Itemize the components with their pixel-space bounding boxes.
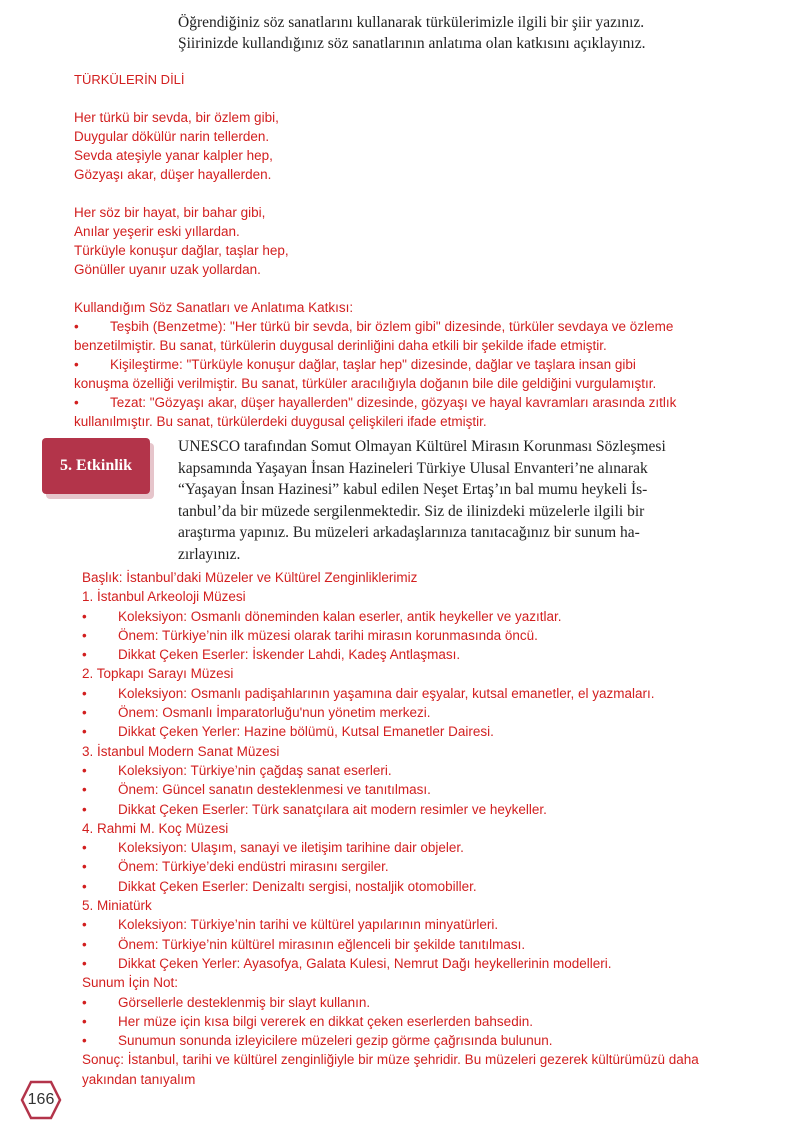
museum-heading: 4. Rahmi M. Koç Müzesi [82, 820, 229, 836]
list-item-continuation: kullanılmıştır. Bu sanat, türkülerdeki duygusal çelişkileri ifade etmiştir. [74, 414, 487, 429]
list-item: • Koleksiyon: Osmanlı döneminden kalan eserler, antik heykeller ve yazıtlar. [82, 607, 782, 626]
bullet: • [82, 840, 87, 856]
poem-line: Duygular dökülür narin tellerden. [74, 129, 270, 144]
activity-instruction [178, 436, 740, 565]
activity-line: UNESCO tarafından Somut Olmayan Kültürel Mirasın Korunması Sözleşmesi [178, 438, 666, 455]
bullet: • [82, 994, 87, 1010]
museum-heading: 5. Miniatürk [82, 898, 152, 914]
bullet: • [82, 936, 87, 952]
list-item: • Sunumun sonunda izleyicilere müzeleri gezip görme çağrısında bulunun. [82, 1031, 782, 1050]
museum-heading: 1. İstanbul Arkeoloji Müzesi [82, 589, 246, 605]
list-item: • Önem: Türkiye’deki endüstri mirasını sergiler. [82, 857, 782, 876]
list-item: • Kişileştirme: "Türküyle konuşur dağlar, taşlar hep" dizesinde, dağlar ve taşlara insan gibi [74, 357, 636, 372]
bullet: • [74, 357, 79, 372]
list-item: • Dikkat Çeken Yerler: Hazine bölümü, Kutsal Emanetler Dairesi. [82, 722, 782, 741]
list-item: • Dikkat Çeken Eserler: Türk sanatçılara ait modern resimler ve heykeller. [82, 800, 782, 819]
list-item: • Teşbih (Benzetme): "Her türkü bir sevda, bir özlem gibi" dizesinde, türküler sevdaya ve özleme [74, 319, 674, 334]
arts-title: Kullandığım Söz Sanatları ve Anlatıma Katkısı: [74, 300, 354, 315]
bullet: • [82, 762, 87, 778]
bullet: • [82, 917, 87, 933]
activity-line: “Yaşayan İnsan Hazinesi” kabul edilen Neşet Ertaş’ın bal mumu heykeli İs- [178, 481, 648, 498]
list-item: • Görsellerle desteklenmiş bir slayt kullanın. [82, 993, 782, 1012]
activity-line: tanbul’da bir müzede sergilenmektedir. Siz de ilinizdeki müzelerle ilgili bir [178, 502, 645, 520]
poem-line: Her türkü bir sevda, bir özlem gibi, [74, 110, 279, 125]
list-item: • Önem: Türkiye’nin kültürel mirasının eğlenceli bir şekilde tanıtılması. [82, 935, 782, 954]
bullet: • [74, 319, 79, 334]
intro-line-1: Öğrendiğiniz söz sanatlarını kullanarak türkülerimizle ilgili bir şiir yazınız. [178, 14, 645, 31]
poem-line: Gözyaşı akar, düşer hayallerden. [74, 167, 272, 182]
note-title: Sunum İçin Not: [82, 975, 179, 991]
list-item: • Dikkat Çeken Eserler: İskender Lahdi, Kadeş Antlaşması. [82, 645, 782, 664]
museums-title: Başlık: İstanbul’daki Müzeler ve Kültürel Zenginliklerimiz [82, 570, 418, 585]
museums-answer [82, 568, 782, 1089]
activity-line: araştırma yapınız. Bu müzeleri arkadaşlarınıza tanıtacağınız bir sunum ha- [178, 524, 640, 541]
poem-line: Türküyle konuşur dağlar, taşlar hep, [74, 243, 289, 258]
list-item: • Koleksiyon: Osmanlı padişahlarının yaşamına dair eşyalar, kutsal emanetler, el yazmaları. [82, 684, 782, 703]
bullet: • [74, 395, 79, 410]
list-item: • Her müze için kısa bilgi vererek en dikkat çeken eserlerden bahsedin. [82, 1012, 782, 1031]
poem-answer [74, 70, 764, 431]
conclusion-line: Sonuç: İstanbul, tarihi ve kültürel zenginliğiyle bir müze şehridir. Bu müzeleri gezerek kültürümüzü daha [82, 1052, 699, 1068]
page-number-text: 166 [27, 1091, 55, 1108]
bullet: • [82, 627, 87, 643]
bullet: • [82, 685, 87, 701]
list-item: • Koleksiyon: Ulaşım, sanayi ve iletişim tarihine dair objeler. [82, 838, 782, 857]
list-item-continuation: konuşma özelliği verilmiştir. Bu sanat, türküler aracılığıyla doğanın bile dile geldiğini vurgulamıştır. [74, 376, 657, 391]
activity-line: zırlayınız. [178, 545, 241, 563]
museum-heading: 2. Topkapı Sarayı Müzesi [82, 666, 234, 682]
bullet: • [82, 608, 87, 624]
bullet: • [82, 724, 87, 740]
page-number [20, 1080, 62, 1120]
activity-line: kapsamında Yaşayan İnsan Hazineleri Türkiye Ulusal Envanteri’ne alınarak [178, 459, 648, 477]
list-item: • Koleksiyon: Türkiye’nin tarihi ve kültürel yapılarının minyatürleri. [82, 915, 782, 934]
poem-title: TÜRKÜLERİN DİLİ [74, 72, 185, 87]
bullet: • [82, 955, 87, 971]
intro-line-2: Şiirinizde kullandığınız söz sanatlarının anlatıma olan katkısını açıklayınız. [178, 35, 646, 52]
list-item: • Dikkat Çeken Eserler: Denizaltı sergisi, nostaljik otomobiller. [82, 877, 782, 896]
poem-line: Her söz bir hayat, bir bahar gibi, [74, 205, 266, 220]
bullet: • [82, 859, 87, 875]
list-item: • Önem: Osmanlı İmparatorluğu'nun yönetim merkezi. [82, 703, 782, 722]
bullet: • [82, 878, 87, 894]
list-item-continuation: benzetilmiştir. Bu sanat, türkülerin duygusal derinliğini daha etkili bir şekilde ifade etmiştir. [74, 338, 607, 353]
conclusion-line: yakından tanıyalım [82, 1071, 196, 1087]
list-item: • Tezat: "Gözyaşı akar, düşer hayallerden" dizesinde, gözyaşı ve hayal kavramları arasında zıtlık [74, 395, 677, 410]
museum-heading: 3. İstanbul Modern Sanat Müzesi [82, 743, 280, 759]
list-item: • Dikkat Çeken Yerler: Ayasofya, Galata Kulesi, Nemrut Dağı heykellerinin modelleri. [82, 954, 782, 973]
bullet: • [82, 801, 87, 817]
bullet: • [82, 782, 87, 798]
bullet: • [82, 1033, 87, 1049]
poem-line: Anılar yeşerir eski yıllardan. [74, 224, 240, 239]
list-item: • Önem: Türkiye’nin ilk müzesi olarak tarihi mirasın korunmasında öncü. [82, 626, 782, 645]
bullet: • [82, 647, 87, 663]
list-item: • Önem: Güncel sanatın desteklenmesi ve tanıtılması. [82, 780, 782, 799]
bullet: • [82, 705, 87, 721]
bullet: • [82, 1013, 87, 1029]
intro-instruction [178, 12, 778, 54]
activity-badge: 5. Etkinlik [42, 438, 150, 494]
list-item: • Koleksiyon: Türkiye’nin çağdaş sanat eserleri. [82, 761, 782, 780]
poem-line: Sevda ateşiyle yanar kalpler hep, [74, 148, 273, 163]
poem-line: Gönüller uyanır uzak yollardan. [74, 262, 261, 277]
